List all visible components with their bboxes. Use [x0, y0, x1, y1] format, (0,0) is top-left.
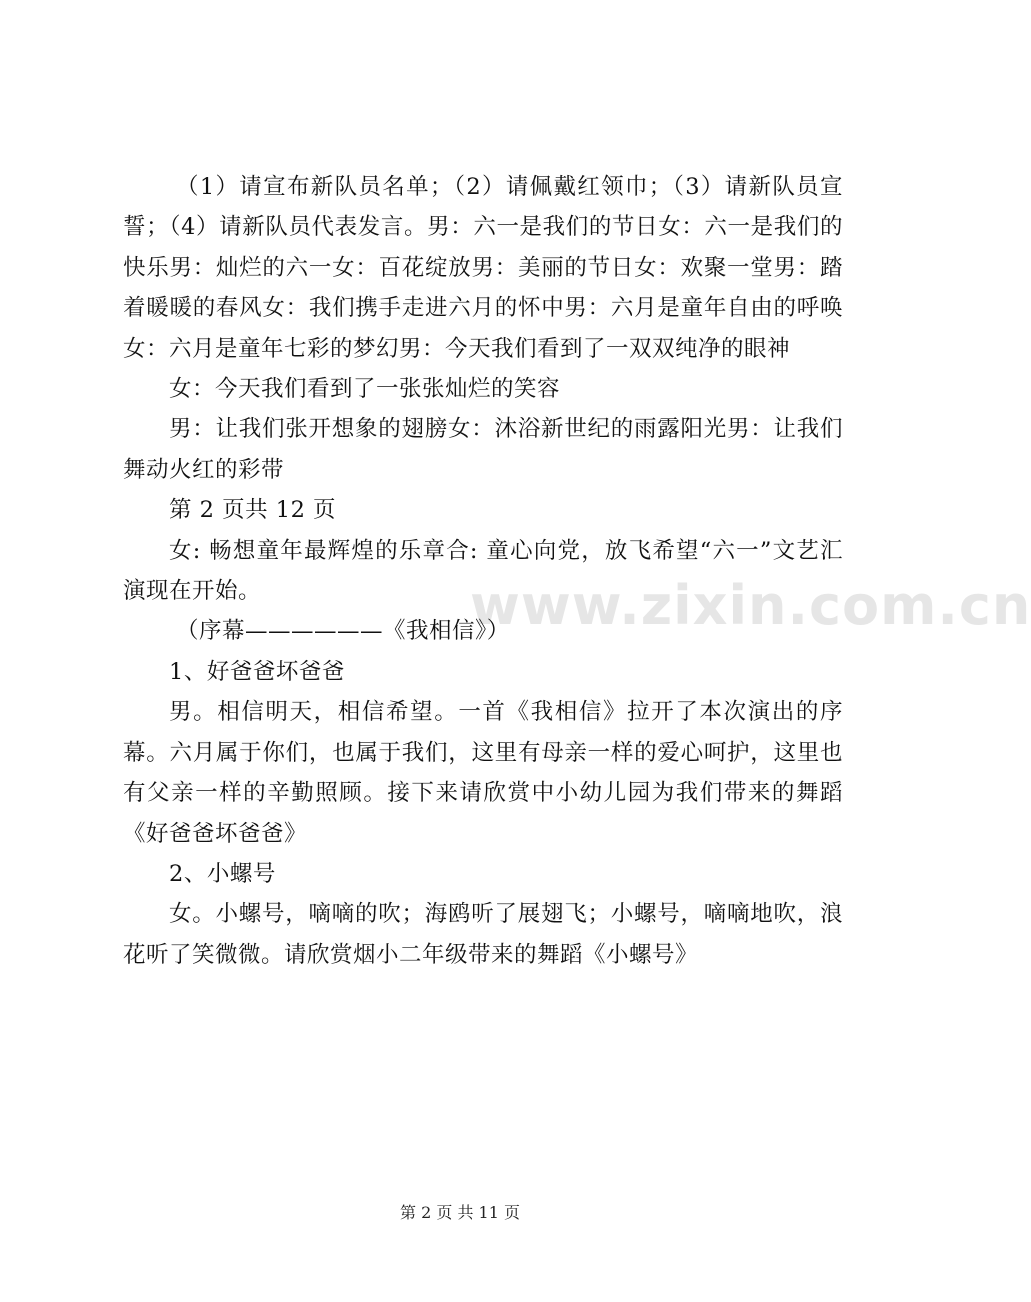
document-body: [123, 167, 843, 975]
paragraph-ceremony-dialogue: （1）请宣布新队员名单；（2）请佩戴红领巾；（3）请新队员宣誓；（4）请新队员代表发言。男：六一是我们的节日女：六一是我们的快乐男：灿烂的六一女：百花绽放男：美丽的节日女：欢聚一堂男：踏着暖暖的春风女：我们携手走进六月的怀中男：六月是童年自由的呼唤女：六月是童年七彩的梦幻男：今天我们看到了一双双纯净的眼神: [123, 174, 843, 362]
paragraph-opening: 女: 畅想童年最辉煌的乐章合: 童心向党，放飞希望“六一”文艺汇演现在开始。: [123, 537, 843, 605]
heading-program-2: 2、小螺号: [169, 860, 276, 887]
paragraph-program-2-intro: 女。小螺号，嘀嘀的吹；海鸥听了展翅飞；小螺号，嘀嘀地吹，浪花听了笑微微。请欣赏烟小二年级带来的舞蹈《小螺号》: [123, 901, 843, 968]
paragraph-prelude: （序幕——————《我相信》）: [176, 618, 510, 645]
paragraph-page-marker: 第 2 页共 12 页: [169, 497, 337, 524]
paragraph-wings: 男：让我们张开想象的翅膀女：沐浴新世纪的雨露阳光男：让我们舞动火红的彩带: [123, 416, 843, 483]
paragraph-smiles: 女：今天我们看到了一张张灿烂的笑容: [169, 376, 561, 403]
page-footer: 第 2 页 共 11 页: [400, 1203, 520, 1222]
watermark-text: www.zixin.com.cn: [470, 574, 1031, 637]
paragraph-program-1-intro: 男。相信明天，相信希望。一首《我相信》拉开了本次演出的序幕。六月属于你们，也属于我们，这里有母亲一样的爱心呵护，这里也有父亲一样的辛勤照顾。接下来请欣赏中小幼儿园为我们带来的舞蹈《好爸爸坏爸爸》: [123, 699, 843, 847]
heading-program-1: 1、好爸爸坏爸爸: [169, 658, 345, 685]
